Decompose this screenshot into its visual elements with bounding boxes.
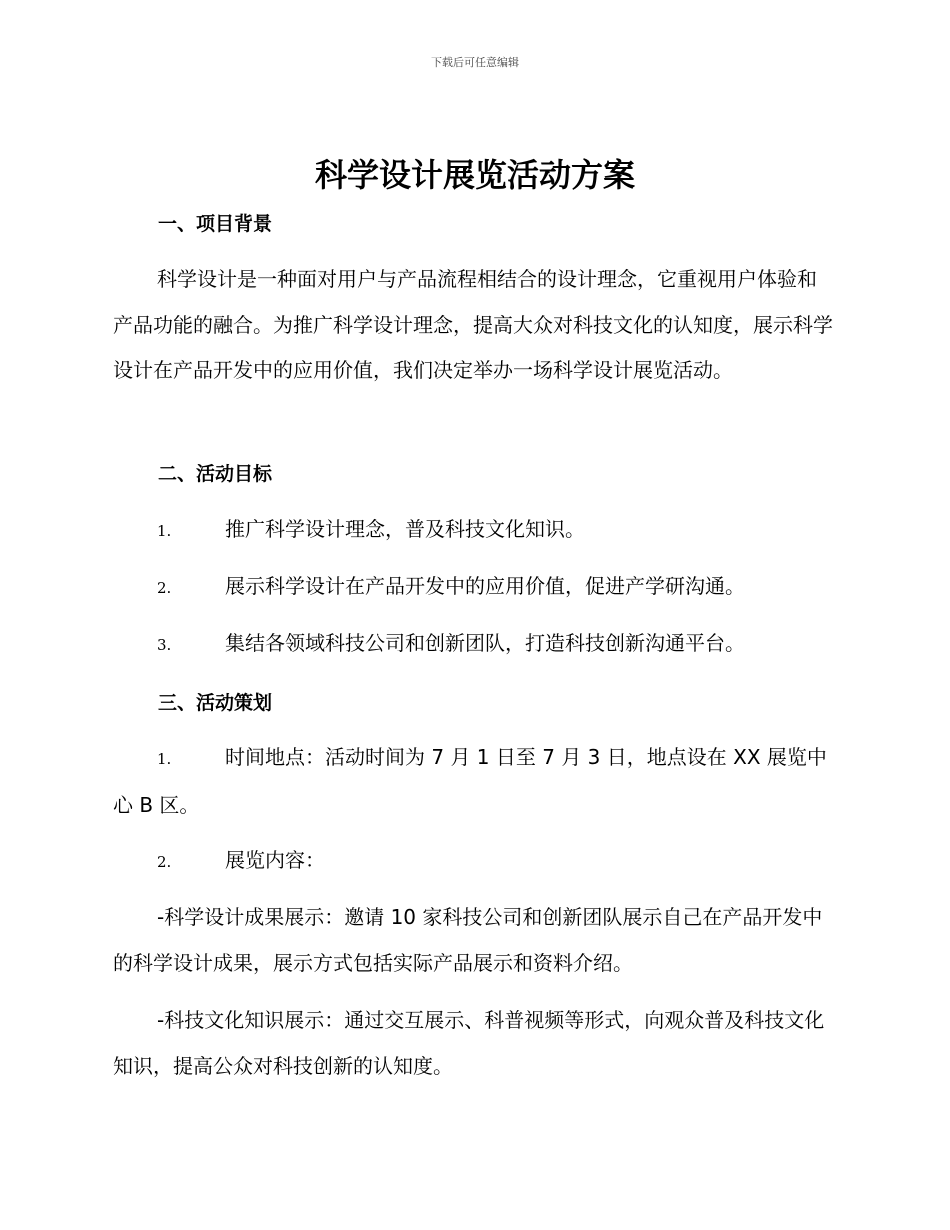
list-number: 2. [157,579,172,597]
header-watermark: 下载后可任意编辑 [431,56,519,69]
section-heading-goals: 二、活动目标 [158,463,273,485]
section-heading-planning: 三、活动策划 [158,692,273,714]
list-number: 1. [157,522,172,540]
goal-item [113,621,835,669]
exhibit-paragraph: -科学设计成果展示：邀请 10 家科技公司和创新团队展示自己在产品开发中的科学设计成果，展示方式包括实际产品展示和资料介绍。 [113,905,823,975]
list-item-text: 集结各领域科技公司和创新团队，打造科技创新沟通平台。 [225,631,745,655]
goal-item [113,564,835,612]
plan-item [113,838,835,886]
list-item-text: 推广科学设计理念，普及科技文化知识。 [225,517,585,541]
list-number: 1. [157,750,172,768]
list-number: 3. [157,636,172,654]
list-item-text: 时间地点：活动时间为 7 月 1 日至 7 月 3 日，地点设在 XX 展览中心 B 区。 [113,745,827,817]
document-title: 科学设计展览活动方案 [314,156,635,194]
plan-item [113,735,835,828]
exhibit-paragraph: -科技文化知识展示：通过交互展示、科普视频等形式，向观众普及科技文化知识，提高公众对科技创新的认知度。 [113,1008,825,1078]
goal-item [113,507,835,555]
list-item-text: 展示科学设计在产品开发中的应用价值，促进产学研沟通。 [225,574,745,598]
list-number: 2. [157,853,172,871]
section-heading-background: 一、项目背景 [158,213,273,235]
background-paragraph: 科学设计是一种面对用户与产品流程相结合的设计理念，它重视用户体验和产品功能的融合。为推广科学设计理念，提高大众对科技文化的认知度，展示科学设计在产品开发中的应用价值，我们决定举办一场科学设计展览活动。 [113,267,833,382]
list-item-text: 展览内容： [225,848,325,872]
